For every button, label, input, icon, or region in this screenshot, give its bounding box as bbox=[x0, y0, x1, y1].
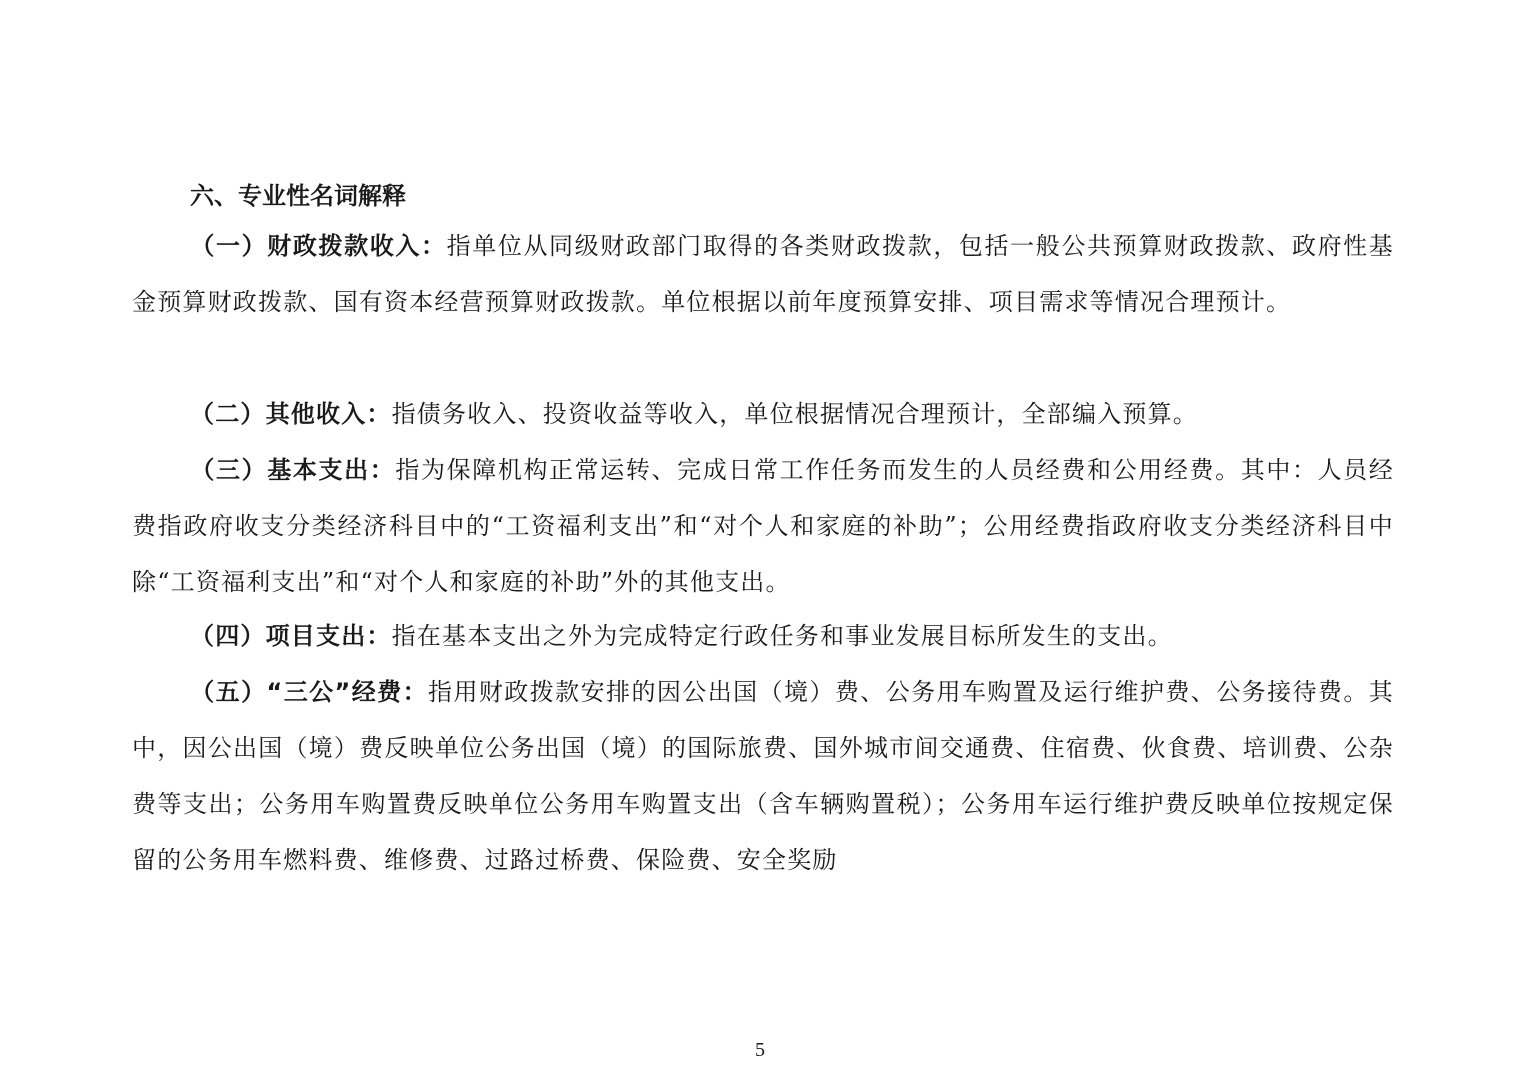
term-definition: 指用财政拨款安排的因公出国（境）费、公务用车购置及运行维护费、公务接待费。其中，因公出国（境）费反映单位公务出国（境）的国际旅费、国外城市间交通费、住宿费、伙食费、培训费、公杂费等支出；公务用车购置费反映单位公务用车购置支出（含车辆购置税）；公务用车运行维护费反映单位按规定保留的公务用车燃料费、维修费、过路过桥费、保险费、安全奖励 bbox=[132, 678, 1394, 874]
paragraph-other-income bbox=[132, 386, 1394, 442]
paragraph-project-expenditure bbox=[132, 608, 1394, 664]
term-definition: 指在基本支出之外为完成特定行政任务和事业发展目标所发生的支出。 bbox=[391, 622, 1173, 650]
paragraph-three-public-expenses bbox=[132, 664, 1394, 888]
paragraph-basic-expenditure bbox=[132, 442, 1394, 610]
term-label: （五）“三公”经费： bbox=[190, 678, 429, 706]
term-label: （二）其他收入： bbox=[190, 400, 392, 428]
term-definition: 指债务收入、投资收益等收入，单位根据情况合理预计，全部编入预算。 bbox=[391, 400, 1199, 428]
term-definition: 指为保障机构正常运转、完成日常工作任务而发生的人员经费和公用经费。其中：人员经费指政府收支分类经济科目中的“工资福利支出”和“对个人和家庭的补助”；公用经费指政府收支分类经济科目中除“工资福利支出”和“对个人和家庭的补助”外的其他支出。 bbox=[132, 456, 1394, 596]
term-label: （一）财政拨款收入： bbox=[190, 232, 447, 260]
page-number: 5 bbox=[755, 1039, 765, 1061]
term-definition: 指单位从同级财政部门取得的各类财政拨款，包括一般公共预算财政拨款、政府性基金预算财政拨款、国有资本经营预算财政拨款。单位根据以前年度预算安排、项目需求等情况合理预计。 bbox=[132, 232, 1394, 316]
term-label: （四）项目支出： bbox=[190, 622, 392, 650]
section-heading: 六、专业性名词解释 bbox=[190, 182, 406, 210]
term-label: （三）基本支出： bbox=[190, 456, 396, 484]
paragraph-fiscal-appropriation-income bbox=[132, 218, 1394, 330]
